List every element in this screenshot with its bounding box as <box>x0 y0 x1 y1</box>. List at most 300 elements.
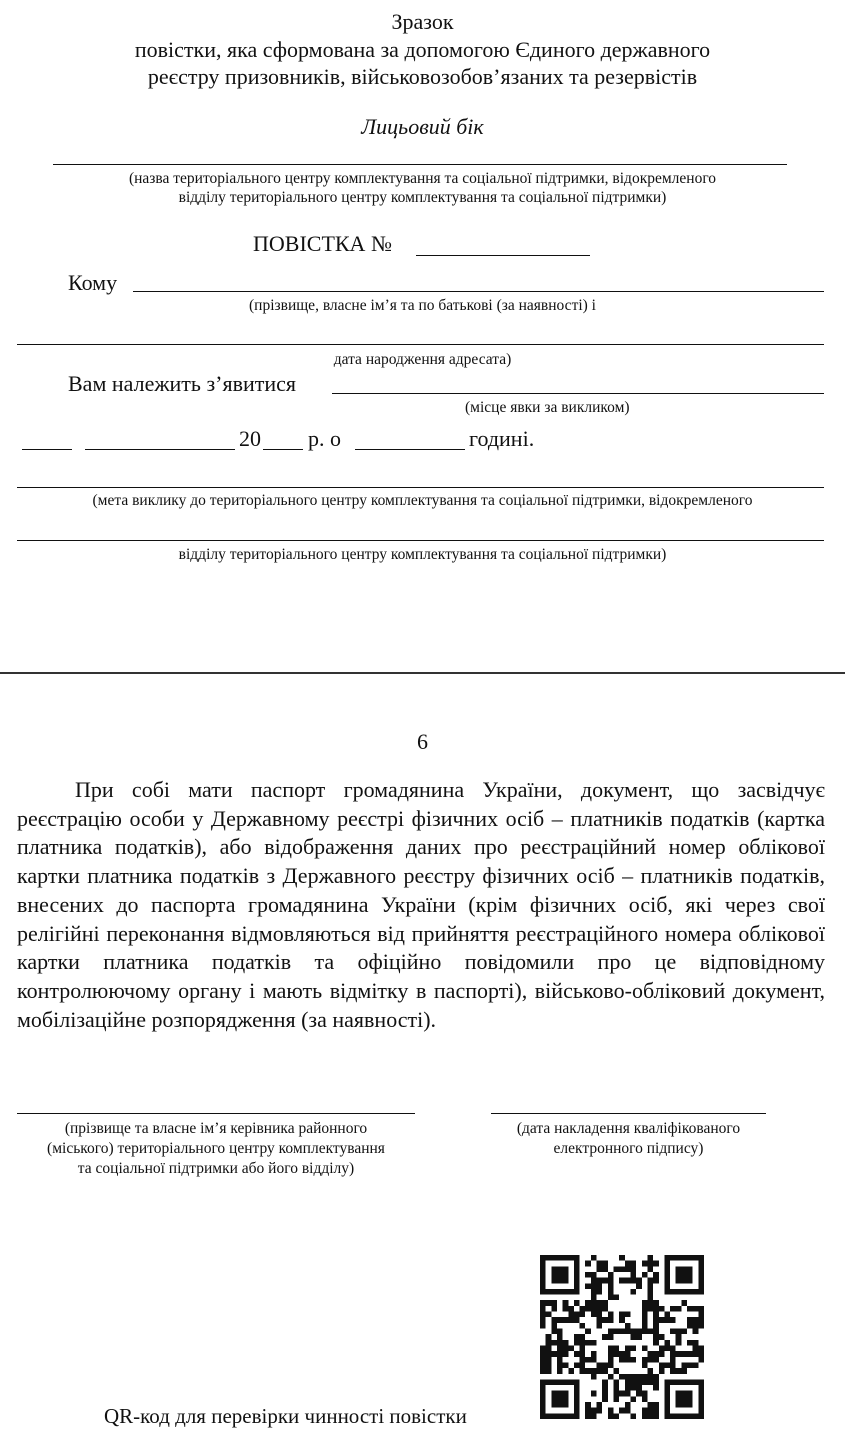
qr-module <box>642 1391 648 1397</box>
qr-module <box>602 1396 608 1402</box>
qr-module <box>540 1368 546 1374</box>
qr-module <box>540 1306 546 1312</box>
qr-module <box>591 1357 597 1363</box>
qr-module <box>568 1368 574 1374</box>
qr-module <box>653 1278 659 1284</box>
qr-module <box>687 1340 693 1346</box>
qr-module <box>608 1283 614 1289</box>
qr-module <box>693 1306 699 1312</box>
recipient-label: Кому <box>68 270 118 295</box>
qr-module <box>681 1329 687 1335</box>
qr-module <box>653 1312 659 1318</box>
qr-module <box>653 1402 659 1408</box>
qr-module <box>551 1323 557 1329</box>
qr-module <box>642 1379 648 1385</box>
qr-module <box>625 1391 631 1397</box>
qr-module <box>630 1396 636 1402</box>
signature-date-field-line[interactable] <box>491 1113 766 1114</box>
qr-module <box>698 1306 704 1312</box>
qr-module <box>568 1345 574 1351</box>
qr-module <box>647 1351 653 1357</box>
qr-module <box>659 1368 665 1374</box>
qr-module <box>608 1408 614 1414</box>
month-field-line[interactable] <box>85 449 235 450</box>
qr-module <box>597 1283 603 1289</box>
qr-module <box>597 1312 603 1318</box>
year-suffix: р. о <box>308 426 341 451</box>
qr-module <box>574 1362 580 1368</box>
qr-module <box>625 1408 631 1414</box>
qr-module <box>647 1255 653 1261</box>
qr-module <box>591 1306 597 1312</box>
hour-field-line[interactable] <box>355 449 465 450</box>
qr-module <box>625 1374 631 1380</box>
qr-module <box>614 1266 620 1272</box>
qr-module <box>653 1340 659 1346</box>
qr-module <box>642 1374 648 1380</box>
qr-module <box>670 1329 676 1335</box>
qr-module <box>636 1334 642 1340</box>
qr-module <box>642 1357 648 1363</box>
qr-module <box>625 1379 631 1385</box>
qr-module <box>664 1340 670 1346</box>
qr-module <box>614 1368 620 1374</box>
qr-module <box>597 1300 603 1306</box>
purpose-caption-line1: (мета виклику до територіального центру комплектування та соціальної підтримки, відокремленого <box>92 492 753 509</box>
qr-module <box>693 1362 699 1368</box>
qr-module <box>625 1266 631 1272</box>
qr-module <box>670 1368 676 1374</box>
qr-module <box>568 1317 574 1323</box>
qr-module <box>642 1272 648 1278</box>
qr-module <box>698 1357 704 1363</box>
qr-module <box>630 1374 636 1380</box>
qr-module <box>602 1368 608 1374</box>
qr-module <box>630 1289 636 1295</box>
qr-module <box>585 1283 591 1289</box>
qr-module <box>546 1345 552 1351</box>
qr-module <box>551 1317 557 1323</box>
page-number: 6 <box>417 729 428 754</box>
qr-module <box>597 1402 603 1408</box>
qr-module <box>580 1345 586 1351</box>
signer-caption-line1: (прізвище та власне ім’я керівника районного <box>64 1120 368 1137</box>
qr-module <box>563 1306 569 1312</box>
qr-module <box>557 1340 563 1346</box>
qr-module <box>563 1300 569 1306</box>
recipient-field-line[interactable] <box>133 291 824 292</box>
qr-module <box>619 1329 625 1335</box>
qr-module <box>630 1357 636 1363</box>
qr-module <box>602 1266 608 1272</box>
qr-module <box>670 1351 676 1357</box>
qr-module <box>653 1323 659 1329</box>
qr-module <box>568 1312 574 1318</box>
side-label: Лицьовий бік <box>361 114 484 139</box>
signature-date-caption-line2: електронного підпису) <box>553 1140 704 1157</box>
qr-module <box>625 1261 631 1267</box>
summons-number-label: ПОВІСТКА № <box>253 231 392 256</box>
qr-module <box>664 1312 670 1318</box>
qr-module <box>647 1261 653 1267</box>
center-name-field-line[interactable] <box>53 164 787 165</box>
qr-module <box>647 1379 653 1385</box>
qr-module <box>659 1334 665 1340</box>
qr-module <box>580 1368 586 1374</box>
qr-module <box>698 1312 704 1318</box>
qr-caption: QR-код для перевірки чинності повістки <box>104 1404 467 1428</box>
qr-module <box>580 1362 586 1368</box>
qr-module <box>540 1357 546 1363</box>
qr-module <box>585 1402 591 1408</box>
qr-module <box>625 1278 631 1284</box>
qr-module <box>591 1272 597 1278</box>
qr-module <box>608 1334 614 1340</box>
qr-module <box>580 1312 586 1318</box>
qr-module <box>591 1295 597 1301</box>
qr-module <box>687 1317 693 1323</box>
signature-date-caption-line1: (дата накладення кваліфікованого <box>516 1120 741 1137</box>
qr-module <box>630 1334 636 1340</box>
qr-module <box>636 1385 642 1391</box>
qr-module <box>653 1408 659 1414</box>
qr-module <box>642 1408 648 1414</box>
qr-module <box>642 1329 648 1335</box>
qr-module <box>630 1413 636 1419</box>
qr-module <box>664 1317 670 1323</box>
qr-module <box>676 1329 682 1335</box>
qr-module <box>540 1300 546 1306</box>
qr-module <box>580 1334 586 1340</box>
qr-module <box>625 1329 631 1335</box>
qr-module <box>608 1345 614 1351</box>
qr-module <box>636 1391 642 1397</box>
year-field-line[interactable] <box>263 449 303 450</box>
qr-module <box>614 1396 620 1402</box>
qr-module <box>693 1329 699 1335</box>
qr-module <box>580 1357 586 1363</box>
qr-module <box>636 1283 642 1289</box>
qr-module <box>647 1402 653 1408</box>
qr-module <box>619 1357 625 1363</box>
qr-module <box>676 1368 682 1374</box>
qr-module <box>580 1306 586 1312</box>
hour-label: годині. <box>469 426 535 451</box>
qr-module <box>602 1391 608 1397</box>
appear-place-field-line[interactable] <box>332 393 824 394</box>
qr-module <box>647 1408 653 1414</box>
qr-module <box>574 1334 580 1340</box>
qr-module <box>608 1413 614 1419</box>
qr-module <box>625 1312 631 1318</box>
qr-module <box>642 1261 648 1267</box>
qr-module <box>642 1396 648 1402</box>
qr-module <box>608 1362 614 1368</box>
qr-module <box>580 1340 586 1346</box>
qr-module <box>591 1340 597 1346</box>
qr-module <box>625 1345 631 1351</box>
summons-number-field-line[interactable] <box>416 255 590 256</box>
qr-module <box>551 1300 557 1306</box>
qr-module <box>546 1351 552 1357</box>
qr-module <box>546 1362 552 1368</box>
qr-module <box>653 1272 659 1278</box>
qr-module <box>664 1362 670 1368</box>
qr-module <box>608 1278 614 1284</box>
qr-module <box>585 1408 591 1414</box>
qr-module <box>642 1323 648 1329</box>
page-divider <box>0 672 845 674</box>
qr-module <box>670 1317 676 1323</box>
qr-module <box>681 1351 687 1357</box>
qr-module <box>630 1272 636 1278</box>
qr-module <box>563 1362 569 1368</box>
qr-module <box>630 1261 636 1267</box>
qr-finder-bottom-right <box>664 1379 704 1419</box>
qr-module <box>642 1345 648 1351</box>
qr-module <box>602 1379 608 1385</box>
qr-module <box>619 1317 625 1323</box>
qr-module <box>597 1323 603 1329</box>
qr-module <box>591 1374 597 1380</box>
qr-module <box>647 1413 653 1419</box>
qr-module <box>551 1306 557 1312</box>
qr-module <box>687 1351 693 1357</box>
qr-module <box>625 1402 631 1408</box>
qr-module <box>614 1385 620 1391</box>
instructions-text: При собі мати паспорт громадянина України, документ, що засвідчує реєстрацію особи у Державному реєстрі фізичних осіб – платників податків (картка платника податків), або відображення даних про реєстраційний номер облікової картки платника податків з Державного реєстру фізичних осіб – платників податків, внесених до паспорта громадянина України (крім фізичних осіб, які через свої релігійні переконання відмовляються від прийняття реєстраційного номера облікової картки платника податків та офіційно повідомили про це відповідному контролюючому органу і мають відмітку в паспорті), військово-обліковий документ, мобілізаційне розпорядження (за наявності). <box>17 777 825 1032</box>
qr-module <box>614 1295 620 1301</box>
qr-module <box>608 1312 614 1318</box>
qr-module <box>636 1278 642 1284</box>
qr-module <box>591 1289 597 1295</box>
qr-module <box>563 1351 569 1357</box>
qr-module <box>653 1317 659 1323</box>
recipient-caption-line1: (прізвище, власне ім’я та по батькові (за наявності) і <box>249 297 596 314</box>
qr-module <box>591 1300 597 1306</box>
qr-module <box>574 1351 580 1357</box>
qr-module <box>693 1323 699 1329</box>
qr-module <box>608 1357 614 1363</box>
qr-module <box>630 1385 636 1391</box>
qr-module <box>591 1408 597 1414</box>
qr-module <box>642 1300 648 1306</box>
qr-module <box>664 1345 670 1351</box>
qr-module <box>647 1374 653 1380</box>
qr-module <box>602 1300 608 1306</box>
qr-module <box>597 1261 603 1267</box>
center-name-caption-line2: відділу територіального центру комплектування та соціальної підтримки) <box>178 189 667 206</box>
qr-module <box>619 1374 625 1380</box>
qr-module <box>676 1351 682 1357</box>
qr-finder-bottom-left <box>540 1379 580 1419</box>
qr-module <box>597 1306 603 1312</box>
qr-module <box>642 1413 648 1419</box>
day-field-line[interactable] <box>22 449 72 450</box>
qr-module <box>585 1413 591 1419</box>
qr-module <box>642 1362 648 1368</box>
qr-module <box>687 1306 693 1312</box>
qr-module <box>597 1362 603 1368</box>
appear-label: Вам належить з’явитися <box>68 371 297 396</box>
qr-module <box>625 1357 631 1363</box>
qr-module <box>659 1317 665 1323</box>
qr-module <box>597 1408 603 1414</box>
qr-module <box>608 1272 614 1278</box>
qr-module <box>557 1317 563 1323</box>
qr-module <box>659 1362 665 1368</box>
qr-module <box>619 1391 625 1397</box>
qr-module <box>625 1323 631 1329</box>
qr-module <box>642 1312 648 1318</box>
qr-module <box>585 1357 591 1363</box>
qr-module <box>546 1357 552 1363</box>
qr-module <box>563 1317 569 1323</box>
qr-module <box>636 1329 642 1335</box>
qr-module <box>614 1351 620 1357</box>
qr-module <box>670 1345 676 1351</box>
qr-module <box>557 1362 563 1368</box>
qr-module <box>608 1374 614 1380</box>
qr-module <box>653 1300 659 1306</box>
qr-module <box>591 1413 597 1419</box>
qr-module <box>636 1379 642 1385</box>
qr-module <box>653 1379 659 1385</box>
qr-module <box>676 1334 682 1340</box>
qr-module <box>546 1368 552 1374</box>
qr-module <box>647 1289 653 1295</box>
qr-module <box>540 1312 546 1318</box>
qr-module <box>602 1385 608 1391</box>
year-prefix: 20 <box>239 426 261 451</box>
recipient-field-line-2[interactable] <box>17 344 824 345</box>
qr-module <box>670 1357 676 1363</box>
qr-module <box>585 1306 591 1312</box>
qr-module <box>608 1351 614 1357</box>
qr-module <box>608 1317 614 1323</box>
qr-module <box>574 1312 580 1318</box>
qr-module <box>653 1357 659 1363</box>
qr-module <box>597 1289 603 1295</box>
qr-module <box>574 1317 580 1323</box>
qr-module <box>602 1306 608 1312</box>
qr-module <box>642 1317 648 1323</box>
qr-module <box>591 1283 597 1289</box>
qr-module <box>585 1300 591 1306</box>
qr-module <box>636 1374 642 1380</box>
qr-module <box>653 1329 659 1335</box>
qr-module <box>653 1385 659 1391</box>
qr-module <box>585 1261 591 1267</box>
qr-module <box>619 1408 625 1414</box>
qr-module <box>580 1323 586 1329</box>
qr-module <box>557 1329 563 1335</box>
qr-module <box>591 1391 597 1397</box>
qr-module <box>653 1306 659 1312</box>
qr-module <box>557 1334 563 1340</box>
qr-module <box>608 1329 614 1335</box>
qr-module <box>676 1306 682 1312</box>
qr-module <box>608 1289 614 1295</box>
document-title-line2: реєстру призовників, військовозобов’язаних та резервістів <box>147 64 698 89</box>
qr-module <box>597 1317 603 1323</box>
qr-module <box>602 1317 608 1323</box>
qr-module <box>659 1306 665 1312</box>
qr-module <box>602 1278 608 1284</box>
qr-module <box>614 1345 620 1351</box>
qr-module <box>585 1368 591 1374</box>
instructions-paragraph <box>17 776 825 1034</box>
qr-module <box>653 1374 659 1380</box>
purpose-caption-line2: відділу територіального центру комплектування та соціальної підтримки) <box>178 546 667 563</box>
document-title-line1: повістки, яка сформована за допомогою Єдиного державного <box>134 37 711 62</box>
qr-module <box>597 1368 603 1374</box>
qr-module <box>540 1345 546 1351</box>
qr-module <box>540 1351 546 1357</box>
qr-module <box>630 1266 636 1272</box>
qr-module <box>693 1345 699 1351</box>
qr-module <box>647 1368 653 1374</box>
qr-module <box>540 1317 546 1323</box>
qr-module <box>630 1345 636 1351</box>
qr-module <box>681 1362 687 1368</box>
signer-field-line[interactable] <box>17 1113 415 1114</box>
qr-module <box>653 1413 659 1419</box>
qr-module <box>693 1351 699 1357</box>
qr-module <box>614 1413 620 1419</box>
qr-module <box>608 1295 614 1301</box>
qr-module <box>681 1368 687 1374</box>
qr-module <box>602 1261 608 1267</box>
qr-module <box>574 1300 580 1306</box>
qr-module <box>653 1261 659 1267</box>
qr-module <box>642 1306 648 1312</box>
qr-module <box>625 1351 631 1357</box>
qr-module <box>681 1300 687 1306</box>
qr-module <box>630 1379 636 1385</box>
qr-module <box>591 1278 597 1284</box>
qr-module <box>687 1362 693 1368</box>
qr-module <box>614 1391 620 1397</box>
qr-code-icon <box>540 1255 704 1419</box>
qr-module <box>653 1334 659 1340</box>
signer-caption-line2: (міського) територіального центру комплектування <box>47 1140 385 1157</box>
qr-module <box>574 1340 580 1346</box>
place-caption: (місце явки за викликом) <box>465 399 630 416</box>
qr-finder-top-right <box>664 1255 704 1295</box>
qr-module <box>546 1300 552 1306</box>
qr-module <box>676 1340 682 1346</box>
qr-module <box>591 1312 597 1318</box>
qr-module <box>630 1329 636 1335</box>
qr-module <box>619 1351 625 1357</box>
qr-module <box>546 1312 552 1318</box>
qr-module <box>557 1351 563 1357</box>
qr-module <box>614 1329 620 1335</box>
qr-module <box>591 1368 597 1374</box>
qr-module <box>540 1362 546 1368</box>
qr-module <box>546 1340 552 1346</box>
qr-module <box>546 1334 552 1340</box>
qr-module <box>647 1295 653 1301</box>
purpose-field-line[interactable] <box>17 487 824 488</box>
qr-module <box>557 1345 563 1351</box>
qr-module <box>619 1278 625 1284</box>
qr-module <box>619 1312 625 1318</box>
qr-module <box>602 1362 608 1368</box>
qr-module <box>568 1306 574 1312</box>
purpose-field-line-2[interactable] <box>17 540 824 541</box>
